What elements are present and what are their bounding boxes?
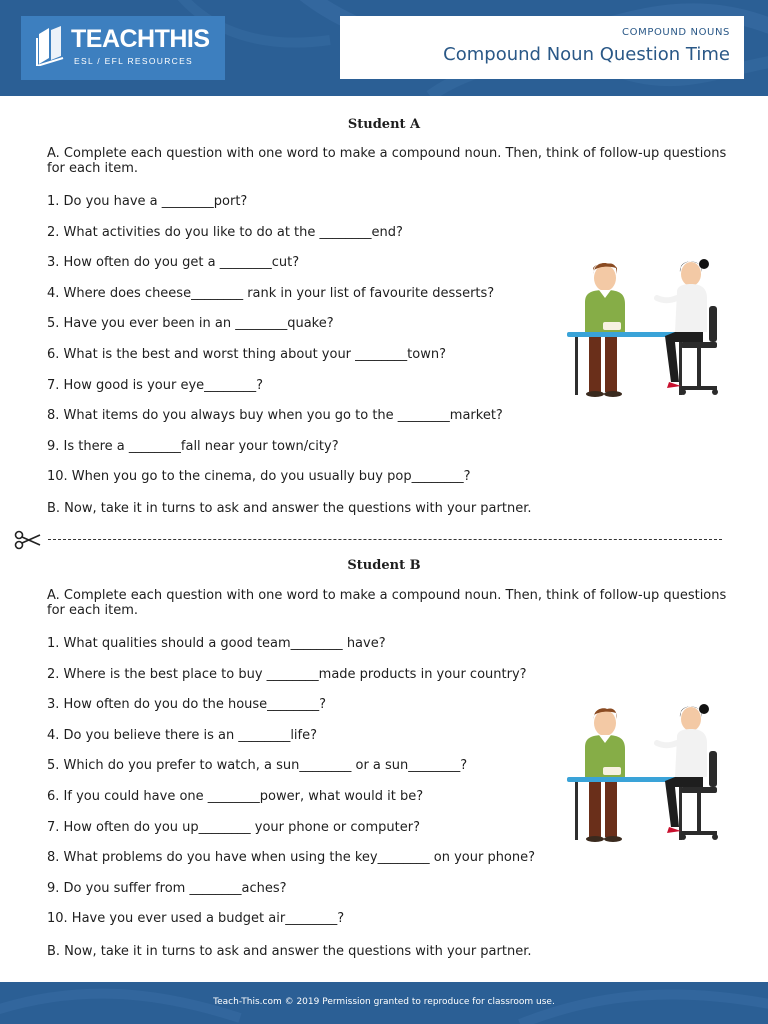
student-a-title: Student A: [347, 117, 421, 132]
question-item: 3. How often do you get a ________cut?: [47, 255, 300, 271]
question-item: 6. What is the best and worst thing about your ________town?: [47, 346, 446, 362]
copyright-notice: Teach-This.com © 2019 Permission granted to reproduce for classroom use.: [213, 997, 555, 1007]
student-b-part-b: B. Now, take it in turns to ask and answer the questions with your partner.: [47, 944, 532, 959]
question-item: 7. How often do you up________ your phone or computer?: [47, 819, 420, 835]
question-item: 6. If you could have one ________power, what would it be?: [47, 788, 424, 804]
two-people-at-table-illustration: [563, 703, 723, 845]
brand-tagline: ESL / EFL RESOURCES: [74, 56, 194, 66]
student-b-title: Student B: [347, 558, 421, 573]
question-item: 4. Do you believe there is an ________life?: [47, 727, 318, 743]
student-a-part-b: B. Now, take it in turns to ask and answer the questions with your partner.: [47, 501, 532, 516]
question-item: 4. Where does cheese________ rank in your list of favourite desserts?: [47, 285, 495, 301]
student-b-instruction: A. Complete each question with one word to make a compound noun. Then, think of follow-up questions for each item.: [47, 588, 727, 618]
scissors-icon: [14, 530, 42, 550]
title-box: [340, 16, 744, 79]
question-item: 5. Which do you prefer to watch, a sun________ or a sun________?: [47, 758, 468, 774]
question-item: 8. What problems do you have when using the key________ on your phone?: [47, 850, 536, 866]
worksheet-title: Compound Noun Question Time: [443, 44, 730, 65]
question-item: 9. Is there a ________fall near your town/city?: [47, 438, 339, 454]
question-item: 1. What qualities should a good team________ have?: [47, 636, 386, 651]
question-item: 2. Where is the best place to buy ________made products in your country?: [47, 666, 527, 682]
question-item: 10. When you go to the cinema, do you usually buy pop________?: [47, 469, 471, 485]
question-item: 5. Have you ever been in an ________quake?: [47, 316, 334, 332]
question-item: 10. Have you ever used a budget air________?: [47, 911, 345, 927]
question-item: 3. How often do you do the house________?: [47, 697, 327, 713]
brand-name: TEACHTHIS: [71, 25, 210, 53]
book-icon: [35, 26, 67, 66]
question-item: 2. What activities do you like to do at the ________end?: [47, 224, 403, 240]
student-a-instruction: A. Complete each question with one word to make a compound noun. Then, think of follow-up questions for each item.: [47, 146, 727, 176]
question-item: 9. Do you suffer from ________aches?: [47, 880, 287, 896]
question-item: 7. How good is your eye________?: [47, 377, 264, 393]
teachthis-logo: [21, 16, 225, 80]
two-people-at-table-illustration: [563, 258, 723, 400]
question-item: 8. What items do you always buy when you go to the ________market?: [47, 408, 503, 424]
student-b-question-list: [47, 636, 607, 942]
student-a-question-list: [47, 194, 607, 500]
page-header: [0, 0, 768, 96]
cut-line-divider: [48, 539, 722, 540]
question-item: 1. Do you have a ________port?: [47, 194, 248, 209]
page-footer: [0, 982, 768, 1024]
topic-label: COMPOUND NOUNS: [622, 27, 730, 38]
